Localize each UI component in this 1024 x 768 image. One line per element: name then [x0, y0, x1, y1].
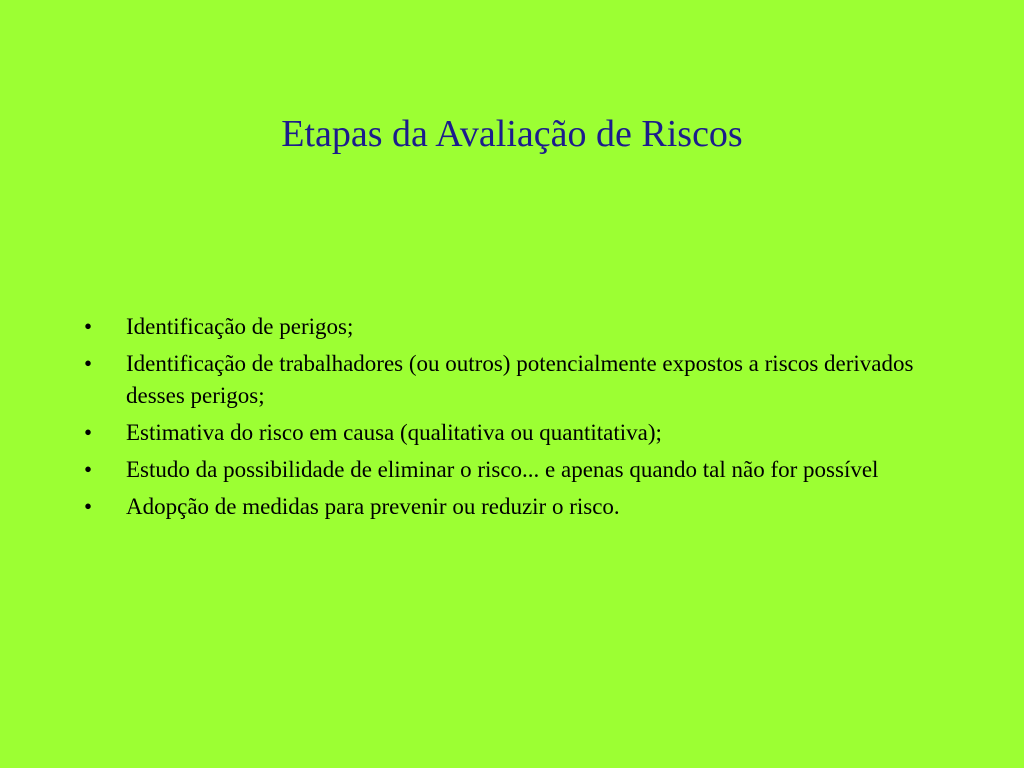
bullet-icon: •: [84, 420, 93, 445]
bullet-icon: •: [84, 494, 93, 519]
bullet-item: [84, 311, 944, 343]
bullet-icon: •: [84, 351, 93, 376]
slide-title: Etapas da Avaliação de Riscos: [281, 113, 743, 155]
bullet-item: [84, 491, 944, 523]
bullet-icon: •: [84, 457, 93, 482]
bullet-text: Estudo da possibilidade de eliminar o risco... e apenas quando tal não for possível: [126, 457, 879, 482]
bullet-item: [84, 417, 944, 449]
bullet-list: [84, 311, 944, 528]
bullet-text: Estimativa do risco em causa (qualitativa ou quantitativa);: [126, 420, 662, 445]
bullet-item: [84, 348, 944, 412]
bullet-text: Adopção de medidas para prevenir ou reduzir o risco.: [126, 494, 620, 519]
bullet-text: Identificação de perigos;: [126, 314, 354, 339]
bullet-text: Identificação de trabalhadores (ou outros) potencialmente expostos a riscos derivados desses perigos;: [126, 351, 914, 408]
bullet-item: [84, 454, 944, 486]
bullet-icon: •: [84, 314, 93, 339]
